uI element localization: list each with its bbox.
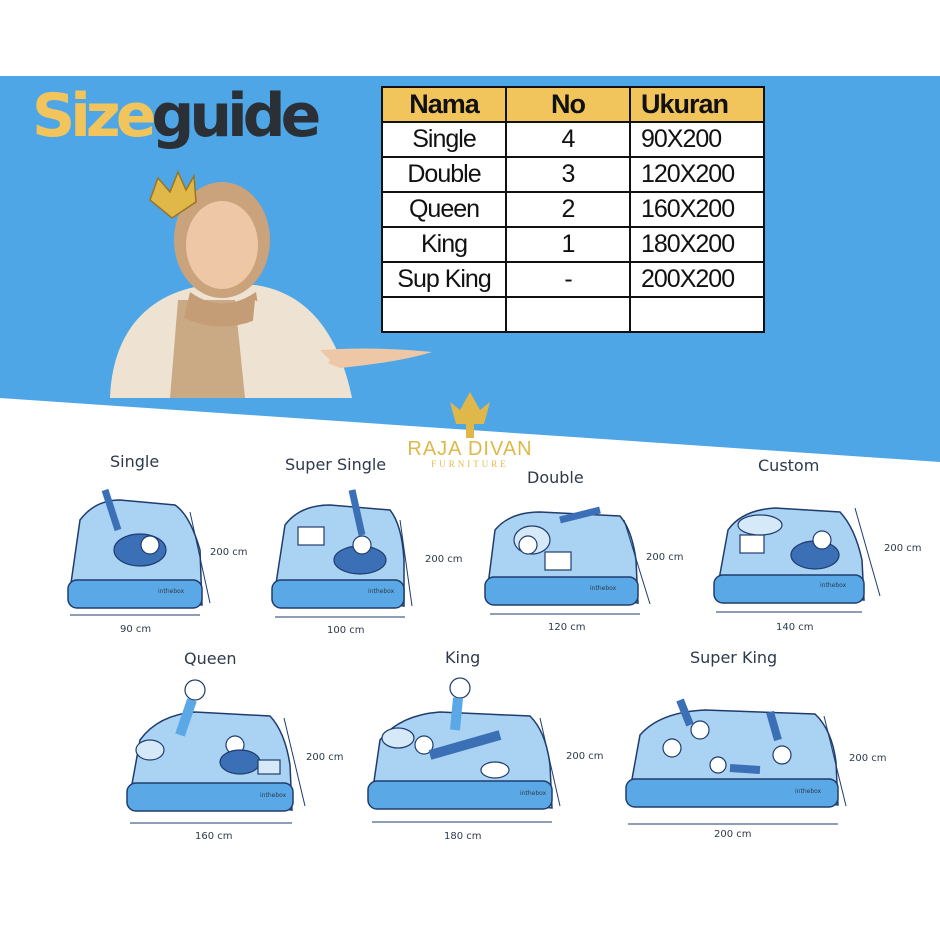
cell-ukuran: 90X200 <box>630 122 764 157</box>
mattress-brand-mark: inthebox <box>368 588 395 595</box>
cell-nama: King <box>382 227 506 262</box>
mattress-illustration-super-king <box>626 700 846 824</box>
mattress-illustration-custom <box>714 508 880 612</box>
bed-width-custom: 140 cm <box>776 622 814 633</box>
cell-ukuran: 180X200 <box>630 227 764 262</box>
header-nama: Nama <box>382 87 506 122</box>
bed-width-double: 120 cm <box>548 622 586 633</box>
mattress-illustration-king <box>368 678 560 822</box>
bed-label-single: Single <box>110 452 160 471</box>
table-row <box>382 122 764 157</box>
bed-width-king: 180 cm <box>444 831 482 842</box>
mattress-brand-mark: inthebox <box>795 788 822 795</box>
header-ukuran: Ukuran <box>630 87 764 122</box>
brand-name: RAJA DIVAN <box>407 438 533 460</box>
mattress-brand-mark: inthebox <box>520 790 547 797</box>
cell-nama: Double <box>382 157 506 192</box>
cell-ukuran: 120X200 <box>630 157 764 192</box>
bed-width-super-king: 200 cm <box>714 829 752 840</box>
cell-ukuran: 200X200 <box>630 262 764 297</box>
size-table <box>381 86 765 333</box>
cell-nama: Queen <box>382 192 506 227</box>
mattress-illustration-single <box>68 490 210 615</box>
table-row <box>382 262 764 297</box>
cell-no <box>506 297 630 332</box>
cell-no: 2 <box>506 192 630 227</box>
mattress-brand-mark: inthebox <box>260 792 287 799</box>
size-guide-title <box>32 81 317 151</box>
title-part-size: Size <box>32 81 152 151</box>
bed-label-double: Double <box>527 468 584 487</box>
bed-length-queen: 200 cm <box>306 752 344 763</box>
mattress-illustration-super-single <box>272 490 412 617</box>
bed-length-super-king: 200 cm <box>849 753 887 764</box>
bed-width-queen: 160 cm <box>195 831 233 842</box>
cell-nama <box>382 297 506 332</box>
cell-no: 1 <box>506 227 630 262</box>
bed-label-super-single: Super Single <box>285 455 387 474</box>
mattress-brand-mark: inthebox <box>158 588 185 595</box>
bed-width-super-single: 100 cm <box>327 625 365 636</box>
header-no: No <box>506 87 630 122</box>
bed-length-single: 200 cm <box>210 547 248 558</box>
mattress-brand-mark: inthebox <box>590 585 617 592</box>
cell-no: - <box>506 262 630 297</box>
bed-length-super-single: 200 cm <box>425 554 463 565</box>
bed-label-king: King <box>445 648 481 667</box>
bed-label-super-king: Super King <box>690 648 778 667</box>
mattress-brand-mark: inthebox <box>820 582 847 589</box>
cell-no: 3 <box>506 157 630 192</box>
mattress-illustration-queen <box>127 680 305 823</box>
cell-nama: Single <box>382 122 506 157</box>
table-row <box>382 157 764 192</box>
cell-no: 4 <box>506 122 630 157</box>
bed-length-double: 200 cm <box>646 552 684 563</box>
cell-nama: Sup King <box>382 262 506 297</box>
table-row <box>382 227 764 262</box>
cell-ukuran <box>630 297 764 332</box>
bed-width-single: 90 cm <box>120 624 152 635</box>
table-row-empty <box>382 297 764 332</box>
bed-label-queen: Queen <box>184 649 237 668</box>
bed-length-custom: 200 cm <box>884 543 922 554</box>
mattress-illustration-double <box>485 510 650 614</box>
bed-label-custom: Custom <box>758 456 820 475</box>
bed-length-king: 200 cm <box>566 751 604 762</box>
brand-logo <box>405 388 535 469</box>
title-part-guide: guide <box>151 81 317 151</box>
table-row <box>382 192 764 227</box>
brand-subtitle: FURNITURE <box>431 459 509 469</box>
table-header-row <box>382 87 764 122</box>
cell-ukuran: 160X200 <box>630 192 764 227</box>
